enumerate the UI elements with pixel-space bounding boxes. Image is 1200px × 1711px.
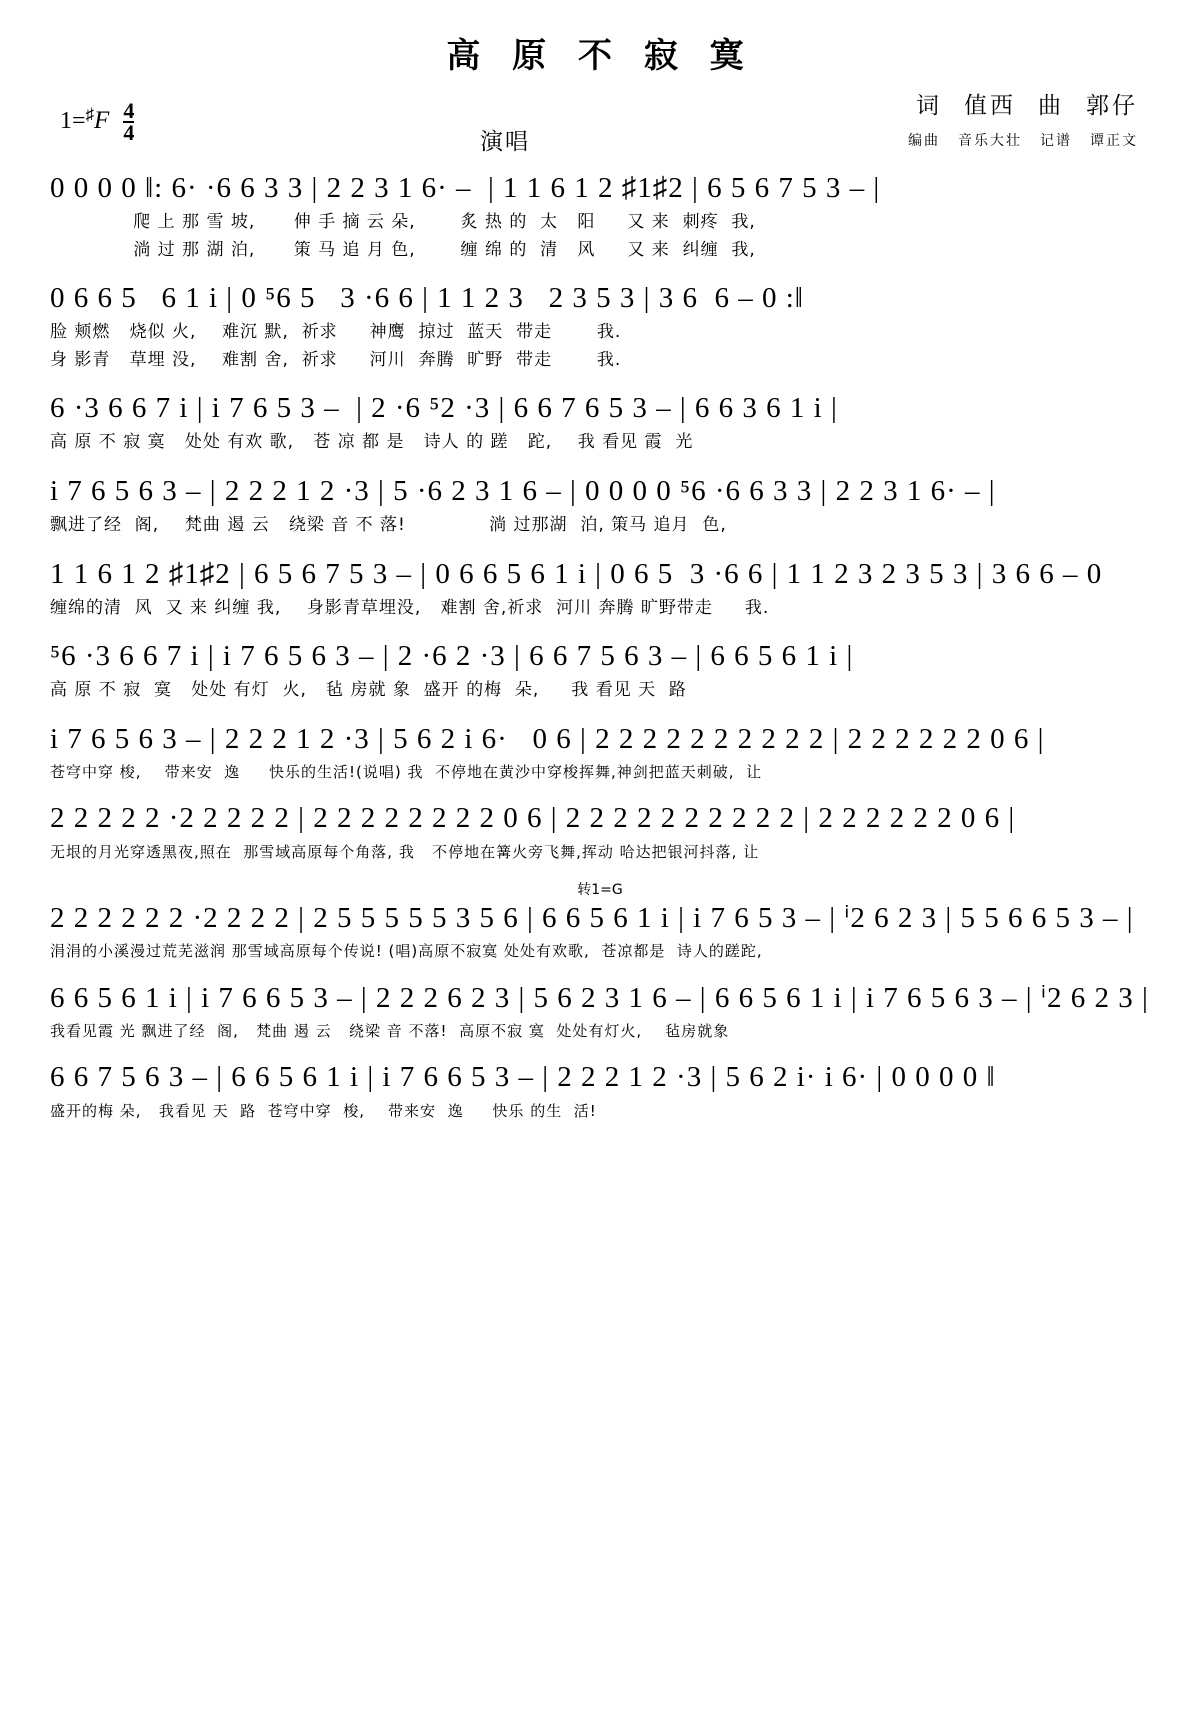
lyrics-line-1: 无垠的月光穿透黑夜,照在 那雪域高原每个角落, 我 不停地在篝火旁飞舞,挥动 哈达把银河抖落, 让 (50, 842, 760, 861)
notation-line: 6 6 5 6 1 i | i 7 6 6 5 3 – | 2 2 2 6 2 3 | 5 6 2 3 1 6 – | 6 6 5 6 1 i | i 7 6 5 6 3 – | ⁱ2 6 2 3 | (50, 981, 1149, 1014)
time-signature-numerator: 4 (123, 98, 135, 123)
lyricist-label: 词 (916, 93, 942, 119)
lyrics-line-2: 淌 过 那 湖 泊, 策 马 追 月 色, 缠 绵 的 清 风 又 来 纠缠 我, (50, 239, 756, 260)
notation-line: 6 6 7 5 6 3 – | 6 6 5 6 1 i | i 7 6 6 5 3 – | 2 2 2 1 2 ·3 | 5 6 2 i· i 6· | 0 0 0 0 ‖ (50, 1061, 996, 1094)
notation-line: 1 1 6 1 2 ♯1♯2 | 6 5 6 7 5 3 – | 0 6 6 5 6 1 i | 0 6 5 3 ·6 6 | 1 1 2 3 2 3 5 3 | 3 6 6 – 0 (50, 557, 1103, 590)
credits (908, 87, 1138, 150)
arranger-label: 编曲 (908, 133, 940, 149)
key-prefix: 1= (60, 107, 86, 134)
page-title: 高 原 不 寂 寞 (446, 36, 754, 76)
music-system-7 (50, 720, 1150, 784)
composer-label: 曲 (1038, 93, 1064, 119)
music-system-3 (50, 389, 1150, 456)
notator-name: 谭正文 (1090, 133, 1138, 149)
music-system-2 (50, 279, 1150, 373)
performer-label: 演唱 (480, 129, 530, 155)
time-signature-denominator: 4 (123, 120, 135, 146)
notation-line: 6 ·3 6 6 7 i | i 7 6 5 3 – | 2 ·6 ⁵2 ·3 | 6 6 7 6 5 3 – | 6 6 3 6 1 i | (50, 392, 838, 425)
lyrics-line-1: 苍穹中穿 梭, 带来安 逸 快乐的生活!(说唱) 我 不停地在黄沙中穿梭挥舞,神剑把蓝天刺破, 让 (50, 762, 763, 781)
lyrics-line-1: 缠绵的清 风 又 来 纠缠 我, 身影青草埋没, 难割 舍,祈求 河川 奔腾 旷野带走 我. (50, 597, 770, 618)
arranger-name: 音乐大壮 (958, 133, 1022, 149)
credits-line-2 (908, 130, 1138, 150)
key-accidental: ♯ (85, 104, 95, 124)
music-system-1 (50, 169, 1150, 263)
lyrics-line-1: 我看见霞 光 飘进了经 阁, 梵曲 遏 云 绕梁 音 不落! 高原不寂 寞 处处有灯火, 毡房就象 (50, 1021, 730, 1040)
credits-line-1 (908, 87, 1138, 120)
header-row (50, 83, 1150, 157)
key-letter: F (94, 106, 110, 134)
music-system-6 (50, 637, 1150, 704)
lyrics-line-1: 脸 颊燃 烧似 火, 难沉 默, 祈求 神鹰 掠过 蓝天 带走 我. (50, 322, 622, 343)
notation-line: ⁵6 ·3 6 6 7 i | i 7 6 5 6 3 – | 2 ·6 2 ·3 | 6 6 7 5 6 3 – | 6 6 5 6 1 i | (50, 640, 854, 673)
lyrics-line-1: 涓涓的小溪漫过荒芜滋润 那雪域高原每个传说! (唱)高原不寂寞 处处有欢歌, 苍凉都是 诗人的蹉跎, (50, 942, 763, 961)
time-signature (123, 98, 135, 146)
notation-line: i 7 6 5 6 3 – | 2 2 2 1 2 ·3 | 5 ·6 2 3 1 6 – | 0 0 0 0 ⁵6 ·6 6 3 3 | 2 2 3 1 6· – | (50, 474, 996, 507)
music-system-10 (50, 979, 1150, 1043)
lyrics-line-1: 高 原 不 寂 寞 处处 有欢 歌, 苍 凉 都 是 诗人 的 蹉 跎, 我 看见 霞 光 (50, 432, 694, 453)
lyrics-line-1: 高 原 不 寂 寞 处处 有灯 火, 毡 房就 象 盛开 的梅 朵, 我 看见 天 路 (50, 680, 687, 701)
lyrics-line-1: 飘进了经 阁, 梵曲 遏 云 绕梁 音 不 落! 淌 过那湖 泊, 策马 追月 色, (50, 515, 727, 536)
notation-line: 2 2 2 2 2 2 ·2 2 2 2 | 2 5 5 5 5 5 3 5 6 | 6 6 5 6 1 i | i 7 6 5 3 – | ⁱ2 6 2 3 | 5 5 6 6 5 3 – | (50, 902, 1134, 935)
lyrics-line-2: 身 影青 草埋 没, 难割 舍, 祈求 河川 奔腾 旷野 带走 我. (50, 349, 622, 370)
composer-name: 郭仔 (1086, 93, 1138, 119)
lyrics-line-1: 盛开的梅 朵, 我看见 天 路 苍穹中穿 梭, 带来安 逸 快乐 的生 活! (50, 1101, 597, 1120)
lyrics-line-1: 爬 上 那 雪 坡, 伸 手 摘 云 朵, 炙 热 的 太 阳 又 来 刺疼 我, (50, 212, 756, 233)
music-system-11 (50, 1058, 1150, 1122)
music-system-8 (50, 799, 1150, 863)
music-system-5 (50, 555, 1150, 622)
lyricist-name: 值西 (964, 93, 1016, 119)
music-system-9 (50, 879, 1150, 963)
key-signature (60, 98, 135, 146)
notation-line: 2 2 2 2 2 ·2 2 2 2 2 | 2 2 2 2 2 2 2 2 0 6 | 2 2 2 2 2 2 2 2 2 2 | 2 2 2 2 2 2 0 6 | (50, 802, 1016, 835)
notation-line: 0 0 0 0 ‖: 6· ·6 6 3 3 | 2 2 3 1 6· – | 1 1 6 1 2 ♯1♯2 | 6 5 6 7 5 3 – | (50, 172, 881, 204)
modulation-marker: 转1=G (577, 882, 623, 899)
notation-line: i 7 6 5 6 3 – | 2 2 2 1 2 ·3 | 5 6 2 i 6· 0 6 | 2 2 2 2 2 2 2 2 2 2 | 2 2 2 2 2 2 0 6 | (50, 722, 1045, 755)
music-system-4 (50, 472, 1150, 539)
notation-line: 0 6 6 5 6 1 i | 0 ⁵6 5 3 ·6 6 | 1 1 2 3 2 3 5 3 | 3 6 6 – 0 :‖ (50, 282, 804, 315)
notator-label: 记谱 (1040, 133, 1072, 149)
